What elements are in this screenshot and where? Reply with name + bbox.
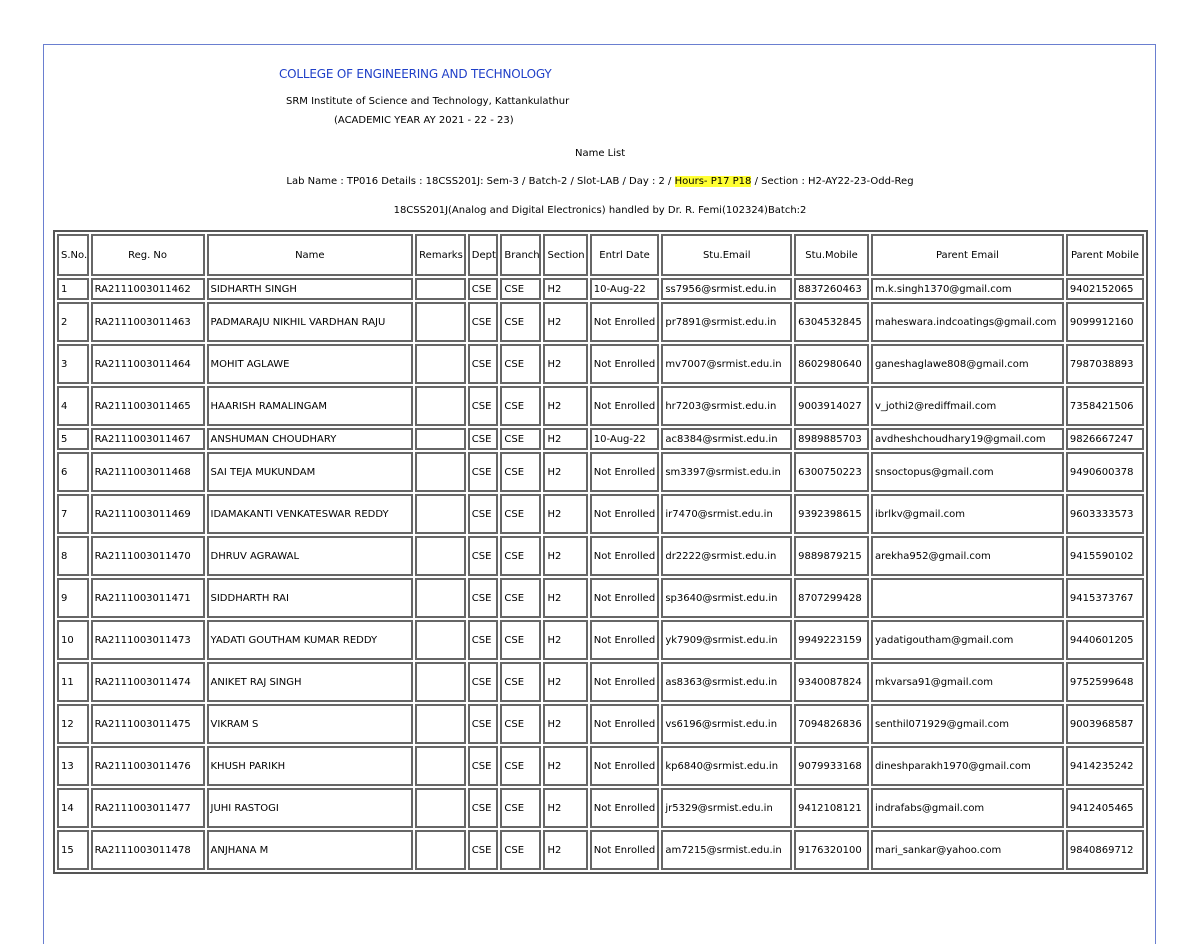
cell-parent-email: m.k.singh1370@gmail.com: [871, 278, 1064, 300]
table-header-row: [57, 234, 1144, 276]
cell-parent-mobile: 9840869712: [1066, 830, 1144, 870]
cell-parent-mobile: 9099912160: [1066, 302, 1144, 342]
cell-name: VIKRAM S: [207, 704, 414, 744]
cell-name: SIDDHARTH RAI: [207, 578, 414, 618]
col-header-parent-mobile: Parent Mobile: [1066, 234, 1144, 276]
cell-regno: RA2111003011473: [91, 620, 205, 660]
lab-hours-highlight: Hours- P17 P18: [674, 176, 752, 187]
cell-stu-mobile: 8602980640: [794, 344, 869, 384]
cell-branch: CSE: [500, 620, 541, 660]
cell-dept: CSE: [468, 386, 499, 426]
cell-branch: CSE: [500, 452, 541, 492]
table-row: [57, 386, 1144, 426]
table-row: [57, 578, 1144, 618]
cell-stu-mobile: 9340087824: [794, 662, 869, 702]
cell-sno: 7: [57, 494, 89, 534]
table-row: [57, 278, 1144, 300]
cell-stu-email: jr5329@srmist.edu.in: [661, 788, 792, 828]
cell-section: H2: [543, 578, 587, 618]
table-body: [57, 278, 1144, 870]
cell-remarks: [415, 278, 466, 300]
cell-section: H2: [543, 494, 587, 534]
list-title: Name List: [575, 148, 626, 159]
cell-section: H2: [543, 704, 587, 744]
cell-dept: CSE: [468, 278, 499, 300]
cell-remarks: [415, 428, 466, 450]
cell-section: H2: [543, 302, 587, 342]
cell-sno: 1: [57, 278, 89, 300]
cell-remarks: [415, 302, 466, 342]
cell-sno: 2: [57, 302, 89, 342]
college-title: COLLEGE OF ENGINEERING AND TECHNOLOGY: [279, 67, 552, 81]
cell-name: DHRUV AGRAWAL: [207, 536, 414, 576]
cell-stu-email: vs6196@srmist.edu.in: [661, 704, 792, 744]
cell-regno: RA2111003011462: [91, 278, 205, 300]
cell-parent-mobile: 9414235242: [1066, 746, 1144, 786]
col-header-regno: Reg. No: [91, 234, 205, 276]
cell-parent-mobile: 9003968587: [1066, 704, 1144, 744]
cell-stu-mobile: 9949223159: [794, 620, 869, 660]
cell-parent-mobile: 9603333573: [1066, 494, 1144, 534]
lab-details-prefix: Lab Name : TP016 Details : 18CSS201J: Sem-3 / Batch-2 / Slot-LAB / Day : 2 /: [286, 176, 675, 187]
table-row: [57, 746, 1144, 786]
cell-stu-mobile: 7094826836: [794, 704, 869, 744]
cell-parent-mobile: 9490600378: [1066, 452, 1144, 492]
cell-stu-mobile: 8837260463: [794, 278, 869, 300]
cell-remarks: [415, 746, 466, 786]
cell-branch: CSE: [500, 302, 541, 342]
cell-stu-mobile: 9003914027: [794, 386, 869, 426]
table-row: [57, 302, 1144, 342]
col-header-parent-email: Parent Email: [871, 234, 1064, 276]
cell-branch: CSE: [500, 704, 541, 744]
cell-sno: 11: [57, 662, 89, 702]
institute-name: SRM Institute of Science and Technology, Kattankulathur: [286, 96, 570, 107]
cell-name: IDAMAKANTI VENKATESWAR REDDY: [207, 494, 414, 534]
cell-regno: RA2111003011478: [91, 830, 205, 870]
cell-parent-email: snsoctopus@gmail.com: [871, 452, 1064, 492]
col-header-dept: Dept: [468, 234, 499, 276]
cell-dept: CSE: [468, 662, 499, 702]
cell-entrl-date: Not Enrolled: [590, 788, 660, 828]
cell-branch: CSE: [500, 386, 541, 426]
cell-parent-email: avdheshchoudhary19@gmail.com: [871, 428, 1064, 450]
cell-branch: CSE: [500, 344, 541, 384]
student-roster-table: [53, 230, 1148, 874]
cell-stu-email: am7215@srmist.edu.in: [661, 830, 792, 870]
cell-parent-mobile: 9415590102: [1066, 536, 1144, 576]
cell-parent-email: indrafabs@gmail.com: [871, 788, 1064, 828]
cell-entrl-date: Not Enrolled: [590, 662, 660, 702]
cell-remarks: [415, 386, 466, 426]
cell-remarks: [415, 704, 466, 744]
cell-branch: CSE: [500, 536, 541, 576]
cell-entrl-date: Not Enrolled: [590, 620, 660, 660]
cell-section: H2: [543, 452, 587, 492]
cell-branch: CSE: [500, 830, 541, 870]
cell-entrl-date: Not Enrolled: [590, 536, 660, 576]
cell-regno: RA2111003011471: [91, 578, 205, 618]
cell-entrl-date: 10-Aug-22: [590, 278, 660, 300]
cell-regno: RA2111003011467: [91, 428, 205, 450]
cell-section: H2: [543, 536, 587, 576]
cell-regno: RA2111003011469: [91, 494, 205, 534]
cell-section: H2: [543, 788, 587, 828]
table-row: [57, 788, 1144, 828]
cell-sno: 15: [57, 830, 89, 870]
cell-entrl-date: Not Enrolled: [590, 578, 660, 618]
col-header-stu-email: Stu.Email: [661, 234, 792, 276]
cell-dept: CSE: [468, 620, 499, 660]
cell-dept: CSE: [468, 494, 499, 534]
cell-section: H2: [543, 428, 587, 450]
cell-parent-mobile: 9752599648: [1066, 662, 1144, 702]
lab-details-suffix: / Section : H2-AY22-23-Odd-Reg: [751, 176, 914, 187]
table-row: [57, 344, 1144, 384]
cell-branch: CSE: [500, 278, 541, 300]
cell-dept: CSE: [468, 788, 499, 828]
cell-dept: CSE: [468, 302, 499, 342]
col-header-name: Name: [207, 234, 414, 276]
cell-sno: 10: [57, 620, 89, 660]
table-row: [57, 428, 1144, 450]
cell-section: H2: [543, 746, 587, 786]
cell-branch: CSE: [500, 746, 541, 786]
cell-sno: 14: [57, 788, 89, 828]
table-row: [57, 620, 1144, 660]
cell-stu-email: dr2222@srmist.edu.in: [661, 536, 792, 576]
cell-entrl-date: Not Enrolled: [590, 746, 660, 786]
cell-name: ANIKET RAJ SINGH: [207, 662, 414, 702]
cell-section: H2: [543, 278, 587, 300]
cell-stu-email: kp6840@srmist.edu.in: [661, 746, 792, 786]
cell-stu-email: sm3397@srmist.edu.in: [661, 452, 792, 492]
cell-section: H2: [543, 830, 587, 870]
table-row: [57, 830, 1144, 870]
cell-dept: CSE: [468, 830, 499, 870]
cell-stu-email: yk7909@srmist.edu.in: [661, 620, 792, 660]
col-header-section: Section: [543, 234, 587, 276]
cell-dept: CSE: [468, 536, 499, 576]
cell-parent-mobile: 9412405465: [1066, 788, 1144, 828]
cell-stu-email: pr7891@srmist.edu.in: [661, 302, 792, 342]
cell-remarks: [415, 620, 466, 660]
cell-name: MOHIT AGLAWE: [207, 344, 414, 384]
cell-parent-email: [871, 578, 1064, 618]
cell-parent-mobile: 9402152065: [1066, 278, 1144, 300]
cell-stu-mobile: 6300750223: [794, 452, 869, 492]
col-header-remarks: Remarks: [415, 234, 466, 276]
cell-sno: 9: [57, 578, 89, 618]
cell-name: SIDHARTH SINGH: [207, 278, 414, 300]
cell-remarks: [415, 452, 466, 492]
cell-sno: 8: [57, 536, 89, 576]
cell-name: SAI TEJA MUKUNDAM: [207, 452, 414, 492]
cell-entrl-date: Not Enrolled: [590, 494, 660, 534]
cell-sno: 3: [57, 344, 89, 384]
table-row: [57, 494, 1144, 534]
cell-stu-mobile: 9889879215: [794, 536, 869, 576]
cell-name: PADMARAJU NIKHIL VARDHAN RAJU: [207, 302, 414, 342]
cell-stu-mobile: 9392398615: [794, 494, 869, 534]
cell-dept: CSE: [468, 428, 499, 450]
cell-name: YADATI GOUTHAM KUMAR REDDY: [207, 620, 414, 660]
cell-stu-email: sp3640@srmist.edu.in: [661, 578, 792, 618]
cell-parent-mobile: 9415373767: [1066, 578, 1144, 618]
cell-stu-mobile: 9079933168: [794, 746, 869, 786]
table-row: [57, 662, 1144, 702]
cell-section: H2: [543, 662, 587, 702]
cell-parent-mobile: 7987038893: [1066, 344, 1144, 384]
cell-stu-mobile: 8989885703: [794, 428, 869, 450]
cell-regno: RA2111003011463: [91, 302, 205, 342]
col-header-entrl-date: Entrl Date: [590, 234, 660, 276]
cell-parent-email: ganeshaglawe808@gmail.com: [871, 344, 1064, 384]
cell-stu-email: ac8384@srmist.edu.in: [661, 428, 792, 450]
cell-parent-mobile: 9826667247: [1066, 428, 1144, 450]
cell-entrl-date: Not Enrolled: [590, 302, 660, 342]
cell-entrl-date: Not Enrolled: [590, 344, 660, 384]
cell-regno: RA2111003011465: [91, 386, 205, 426]
cell-section: H2: [543, 386, 587, 426]
academic-year: (ACADEMIC YEAR AY 2021 - 22 - 23): [334, 115, 514, 126]
cell-remarks: [415, 536, 466, 576]
cell-stu-email: mv7007@srmist.edu.in: [661, 344, 792, 384]
table-row: [57, 536, 1144, 576]
cell-entrl-date: 10-Aug-22: [590, 428, 660, 450]
cell-regno: RA2111003011468: [91, 452, 205, 492]
cell-branch: CSE: [500, 494, 541, 534]
cell-regno: RA2111003011470: [91, 536, 205, 576]
cell-branch: CSE: [500, 428, 541, 450]
cell-parent-email: mari_sankar@yahoo.com: [871, 830, 1064, 870]
cell-stu-email: ss7956@srmist.edu.in: [661, 278, 792, 300]
cell-remarks: [415, 788, 466, 828]
cell-parent-email: dineshparakh1970@gmail.com: [871, 746, 1064, 786]
cell-regno: RA2111003011475: [91, 704, 205, 744]
cell-stu-mobile: 8707299428: [794, 578, 869, 618]
col-header-branch: Branch: [500, 234, 541, 276]
cell-regno: RA2111003011476: [91, 746, 205, 786]
table-row: [57, 452, 1144, 492]
cell-regno: RA2111003011477: [91, 788, 205, 828]
cell-branch: CSE: [500, 788, 541, 828]
cell-parent-email: maheswara.indcoatings@gmail.com: [871, 302, 1064, 342]
cell-parent-email: ibrlkv@gmail.com: [871, 494, 1064, 534]
cell-dept: CSE: [468, 704, 499, 744]
course-handled-by: 18CSS201J(Analog and Digital Electronics) handled by Dr. R. Femi(102324)Batch:2: [393, 205, 807, 216]
cell-stu-email: ir7470@srmist.edu.in: [661, 494, 792, 534]
cell-parent-mobile: 7358421506: [1066, 386, 1144, 426]
cell-parent-email: senthil071929@gmail.com: [871, 704, 1064, 744]
cell-section: H2: [543, 620, 587, 660]
cell-name: ANSHUMAN CHOUDHARY: [207, 428, 414, 450]
cell-entrl-date: Not Enrolled: [590, 452, 660, 492]
lab-details: [0, 176, 1200, 187]
cell-stu-mobile: 9412108121: [794, 788, 869, 828]
cell-name: HAARISH RAMALINGAM: [207, 386, 414, 426]
cell-dept: CSE: [468, 344, 499, 384]
cell-remarks: [415, 344, 466, 384]
col-header-sno: S.No.: [57, 234, 89, 276]
cell-stu-email: as8363@srmist.edu.in: [661, 662, 792, 702]
cell-stu-mobile: 6304532845: [794, 302, 869, 342]
cell-entrl-date: Not Enrolled: [590, 704, 660, 744]
cell-sno: 4: [57, 386, 89, 426]
cell-sno: 5: [57, 428, 89, 450]
cell-dept: CSE: [468, 578, 499, 618]
cell-sno: 13: [57, 746, 89, 786]
cell-parent-mobile: 9440601205: [1066, 620, 1144, 660]
cell-name: JUHI RASTOGI: [207, 788, 414, 828]
cell-section: H2: [543, 344, 587, 384]
cell-remarks: [415, 578, 466, 618]
cell-name: KHUSH PARIKH: [207, 746, 414, 786]
cell-name: ANJHANA M: [207, 830, 414, 870]
cell-sno: 6: [57, 452, 89, 492]
cell-parent-email: arekha952@gmail.com: [871, 536, 1064, 576]
cell-remarks: [415, 662, 466, 702]
col-header-stu-mobile: Stu.Mobile: [794, 234, 869, 276]
cell-entrl-date: Not Enrolled: [590, 830, 660, 870]
cell-parent-email: mkvarsa91@gmail.com: [871, 662, 1064, 702]
table-row: [57, 704, 1144, 744]
cell-dept: CSE: [468, 452, 499, 492]
cell-stu-email: hr7203@srmist.edu.in: [661, 386, 792, 426]
cell-stu-mobile: 9176320100: [794, 830, 869, 870]
cell-remarks: [415, 494, 466, 534]
cell-parent-email: yadatigoutham@gmail.com: [871, 620, 1064, 660]
cell-sno: 12: [57, 704, 89, 744]
cell-branch: CSE: [500, 662, 541, 702]
cell-dept: CSE: [468, 746, 499, 786]
cell-entrl-date: Not Enrolled: [590, 386, 660, 426]
cell-regno: RA2111003011474: [91, 662, 205, 702]
cell-regno: RA2111003011464: [91, 344, 205, 384]
cell-branch: CSE: [500, 578, 541, 618]
cell-remarks: [415, 830, 466, 870]
cell-parent-email: v_jothi2@rediffmail.com: [871, 386, 1064, 426]
